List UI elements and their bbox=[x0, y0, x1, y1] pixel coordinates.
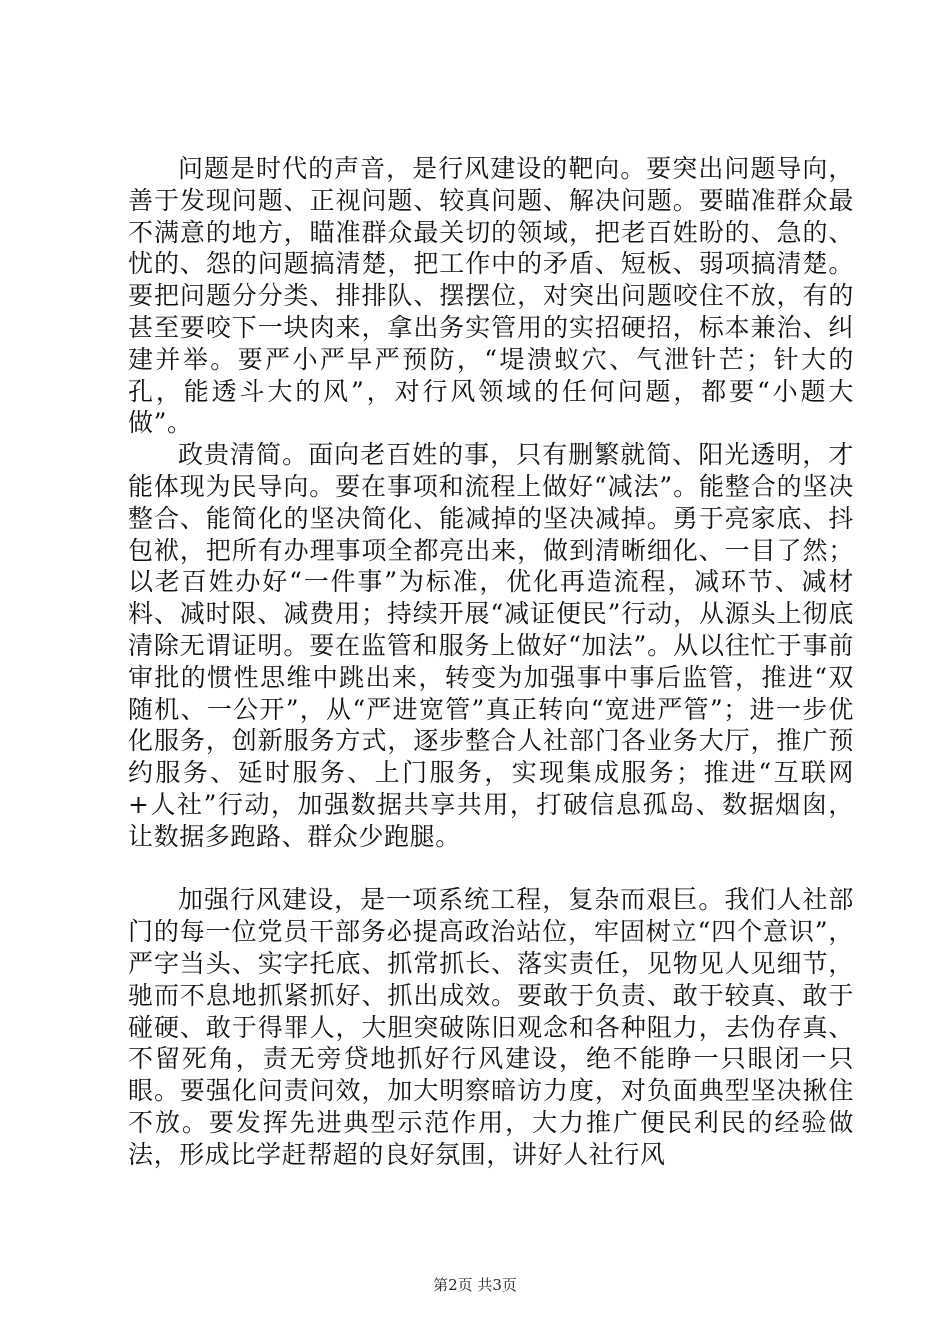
paragraph-1: 问题是时代的声音，是行风建设的靶向。要突出问题导向，善于发现问题、正视问题、较真问题、解决问题。要瞄准群众最不满意的地方，瞄准群众最关切的领域，把老百姓盼的、急的、忧的、怨的问题搞清楚，把工作中的矛盾、短板、弱项搞清楚。要把问题分分类、排排队、摆摆位，对突出问题咬住不放，有的甚至要咬下一块肉来，拿出务实管用的实招硬招，标本兼治、纠建并举。要严小严早严预防，“堤溃蚁穴、气泄针芒；针大的孔，能透斗大的风”，对行风领域的任何问题，都要“小题大做”。 bbox=[128, 154, 854, 438]
paragraph-2: 政贵清简。面向老百姓的事，只有删繁就简、阳光透明，才能体现为民导向。要在事项和流程上做好“减法”。能整合的坚决整合、能简化的坚决简化、能减掉的坚决减掉。勇于亮家底、抖包袱，把所有办理事项全都亮出来，做到清晰细化、一目了然；以老百姓办好“一件事”为标准，优化再造流程，减环节、减材料、减时限、减费用；持续开展“减证便民”行动，从源头上彻底清除无谓证明。要在监管和服务上做好“加法”。从以往忙于事前审批的惯性思维中跳出来，转变为加强事中事后监管，推进“双随机、一公开”，从“严进宽管”真正转向“宽进严管”；进一步优化服务，创新服务方式，逐步整合人社部门各业务大厅，推广预约服务、延时服务、上门服务，实现集成服务；推进“互联网+人社”行动，加强数据共享共用，打破信息孤岛、数据烟囱，让数据多跑路、群众少跑腿。 bbox=[128, 440, 854, 851]
page-number-footer: 第2页 共3页 bbox=[433, 1276, 517, 1294]
paragraph-3: 加强行风建设，是一项系统工程，复杂而艰巨。我们人社部门的每一位党员干部务必提高政治站位，牢固树立“四个意识”，严字当头、实字托底、抓常抓长、落实责任，见物见人见细节，驰而不息地抓紧抓好、抓出成效。要敢于负责、敢于较真、敢于碰硬、敢于得罪人，大胆突破陈旧观念和各种阻力，去伪存真、不留死角，责无旁贷地抓好行风建设，绝不能睁一只眼闭一只眼。要强化问责问效，加大明察暗访力度，对负面典型坚决揪住不放。要发挥先进典型示范作用，大力推广便民利民的经验做法，形成比学赶帮超的良好氛围，讲好人社行风 bbox=[128, 885, 854, 1169]
document-body bbox=[128, 153, 854, 1171]
